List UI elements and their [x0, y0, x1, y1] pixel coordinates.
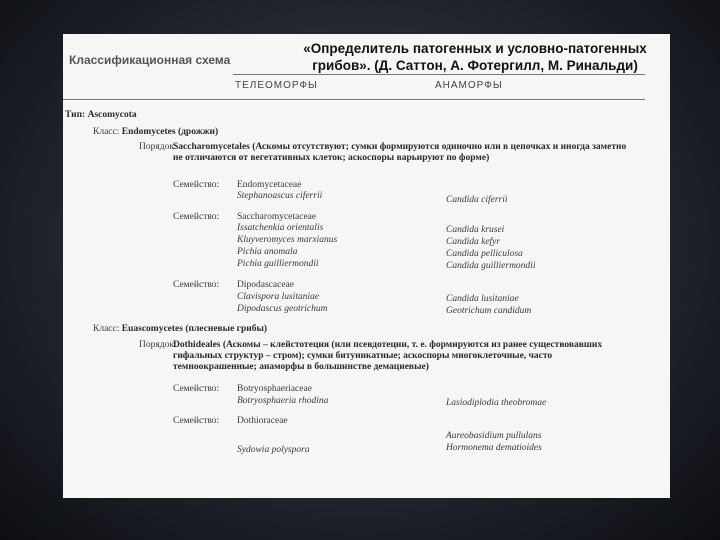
species-anamorph: Hormonema dematioides — [446, 443, 542, 453]
column-anamorphs: АНАМОРФЫ — [435, 80, 503, 91]
family-label: Семейство: — [173, 384, 220, 394]
species-teleomorph: Pichia guilliermondii — [237, 259, 319, 269]
document-page — [63, 34, 670, 498]
slide-caption: «Определитель патогенных и условно-патогенных грибов». (Д. Саттон, А. Фотергилл, М. Ринальди) — [303, 41, 647, 73]
family-label: Семейство: — [173, 180, 220, 190]
family-name: Endomycetaceae — [237, 180, 302, 190]
family-label: Семейство: — [173, 280, 220, 290]
order-label: Порядок: — [139, 340, 177, 350]
class-name: Euascomycetes (плесневые грибы) — [121, 324, 268, 334]
family-name: Saccharomycetaceae — [237, 212, 317, 222]
family-name: Dothioraceae — [237, 416, 288, 426]
species-anamorph: Candida kefyr — [446, 237, 501, 247]
family-label: Семейство: — [173, 212, 220, 222]
species-anamorph: Lasiodiplodia theobromae — [446, 398, 547, 408]
species-teleomorph: Stephanoascus ciferrii — [237, 191, 323, 201]
species-teleomorph: Sydowia polyspora — [237, 445, 310, 455]
species-anamorph: Candida ciferrii — [446, 195, 508, 205]
family-name: Botryosphaeriaceae — [237, 384, 312, 394]
scheme-title: Классификационная схема — [69, 53, 231, 67]
species-anamorph: Candida krusei — [446, 225, 505, 235]
family-name: Dipodascaceae — [237, 280, 294, 290]
column-teleomorphs: ТЕЛЕОМОРФЫ — [235, 80, 318, 91]
species-teleomorph: Kluyveromyces marxianus — [237, 235, 338, 245]
order-label: Порядок: — [139, 142, 177, 152]
species-anamorph: Aureobasidium pullulans — [446, 431, 542, 441]
class-label: Класс: Euascomycetes (плесневые грибы) — [93, 324, 268, 334]
family-label: Семейство: — [173, 416, 220, 426]
class-name: Endomycetes (дрожжи) — [121, 127, 219, 137]
class-label: Класс: Endomycetes (дрожжи) — [93, 127, 219, 137]
species-teleomorph: Botryosphaeria rhodina — [237, 396, 329, 406]
species-anamorph: Geotrichum candidum — [446, 306, 532, 316]
species-teleomorph: Dipodascus geotrichum — [237, 304, 328, 314]
order-text: Dothideales (Аскомы – клейстотеция (или псевдотеции, т. е. формируются из ранее существовавших гифальных структур – стром); сумки битуникатные; аскоспоры многоклеточные, часто темноокрашенные; анаморфы в большинстве демациевые) — [173, 340, 603, 372]
species-teleomorph: Pichia anomala — [237, 247, 298, 257]
species-anamorph: Candida pelliculosa — [446, 249, 523, 259]
order-text: Saccharomycetales (Аскомы отсутствуют; сумки формируются одиночно или в цепочках и иногда заметно не отличаются от вегетативных клеток; аскоспоры варьируют по форме) — [173, 142, 627, 163]
species-anamorph: Candida guilliermondii — [446, 261, 536, 271]
divider — [233, 74, 645, 75]
species-anamorph: Candida lusitaniae — [446, 294, 519, 304]
divider — [63, 99, 645, 100]
phylum-line: Тип: Ascomycota — [65, 110, 137, 120]
species-teleomorph: Issatchenkia orientalis — [237, 223, 324, 233]
species-teleomorph: Clavispora lusitaniae — [237, 292, 320, 302]
